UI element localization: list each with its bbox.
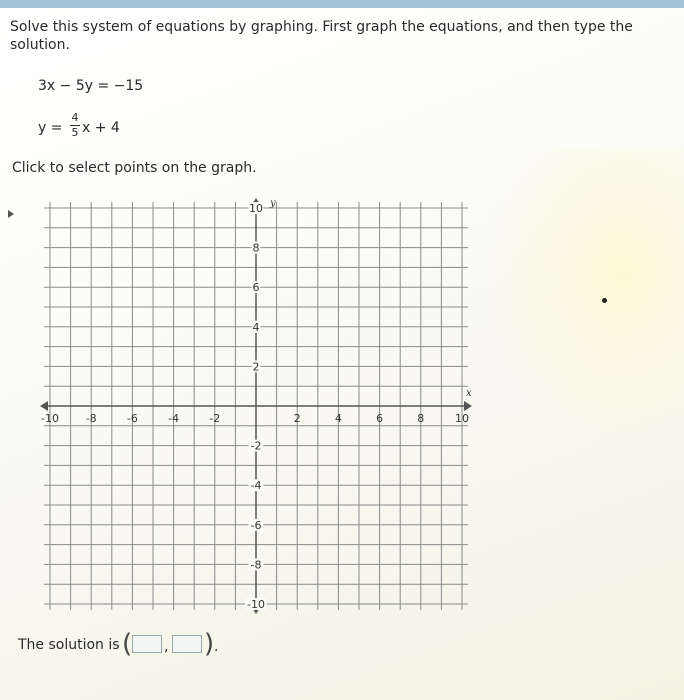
- y-tick-label: -10: [247, 598, 265, 611]
- y-axis-label: y: [270, 198, 276, 209]
- y-tick-label: -4: [250, 479, 262, 493]
- fraction-numerator: 4: [71, 111, 79, 124]
- x-axis-label: x: [466, 388, 472, 399]
- x-axis-right-arrow-icon: [464, 401, 472, 411]
- x-tick-label: 4: [334, 412, 342, 425]
- solution-period: .: [214, 639, 219, 655]
- stray-dot: [602, 298, 607, 303]
- y-tick-label: 2: [252, 360, 260, 374]
- x-axis-left-arrow-icon: [40, 401, 48, 411]
- y-tick-label: -8: [250, 558, 262, 572]
- x-tick-label: -6: [126, 412, 138, 425]
- y-tick-label: 6: [252, 281, 260, 295]
- coordinate-graph[interactable]: [38, 194, 478, 618]
- y-tick-label: -2: [250, 439, 262, 453]
- x-tick-label: 8: [417, 412, 425, 425]
- x-tick-label: 10: [455, 412, 469, 425]
- close-paren: ): [204, 629, 215, 659]
- solution-y-input[interactable]: [172, 635, 202, 653]
- y-tick-label: 10: [249, 202, 263, 215]
- pointer-marker-icon: [8, 210, 14, 218]
- glare: [480, 150, 684, 450]
- y-tick-label: -6: [250, 518, 262, 532]
- y-tick-label: 4: [252, 320, 260, 334]
- equation-2-fraction: [70, 112, 80, 139]
- y-tick-label: 8: [252, 241, 260, 255]
- x-tick-label: 6: [376, 412, 384, 425]
- fraction-denominator: 5: [71, 126, 79, 139]
- x-tick-label: -4: [168, 412, 180, 425]
- solution-x-input[interactable]: [132, 635, 162, 653]
- x-tick-label: 2: [293, 412, 301, 425]
- equation-2-rhs: x + 4: [82, 120, 120, 136]
- equation-2-lhs: y =: [38, 120, 63, 136]
- solution-comma: ,: [164, 639, 169, 655]
- open-paren: (: [122, 629, 133, 659]
- solution-label: The solution is: [18, 637, 120, 653]
- top-border: [0, 0, 684, 8]
- x-tick-label: -2: [209, 412, 221, 425]
- question-instruction: Solve this system of equations by graphing. First graph the equations, and then type the solution.: [10, 19, 633, 53]
- graph-instruction: Click to select points on the graph.: [12, 160, 257, 176]
- equation-1: 3x − 5y = −15: [38, 78, 144, 94]
- x-tick-label: -10: [41, 412, 59, 425]
- x-tick-label: -8: [85, 412, 97, 425]
